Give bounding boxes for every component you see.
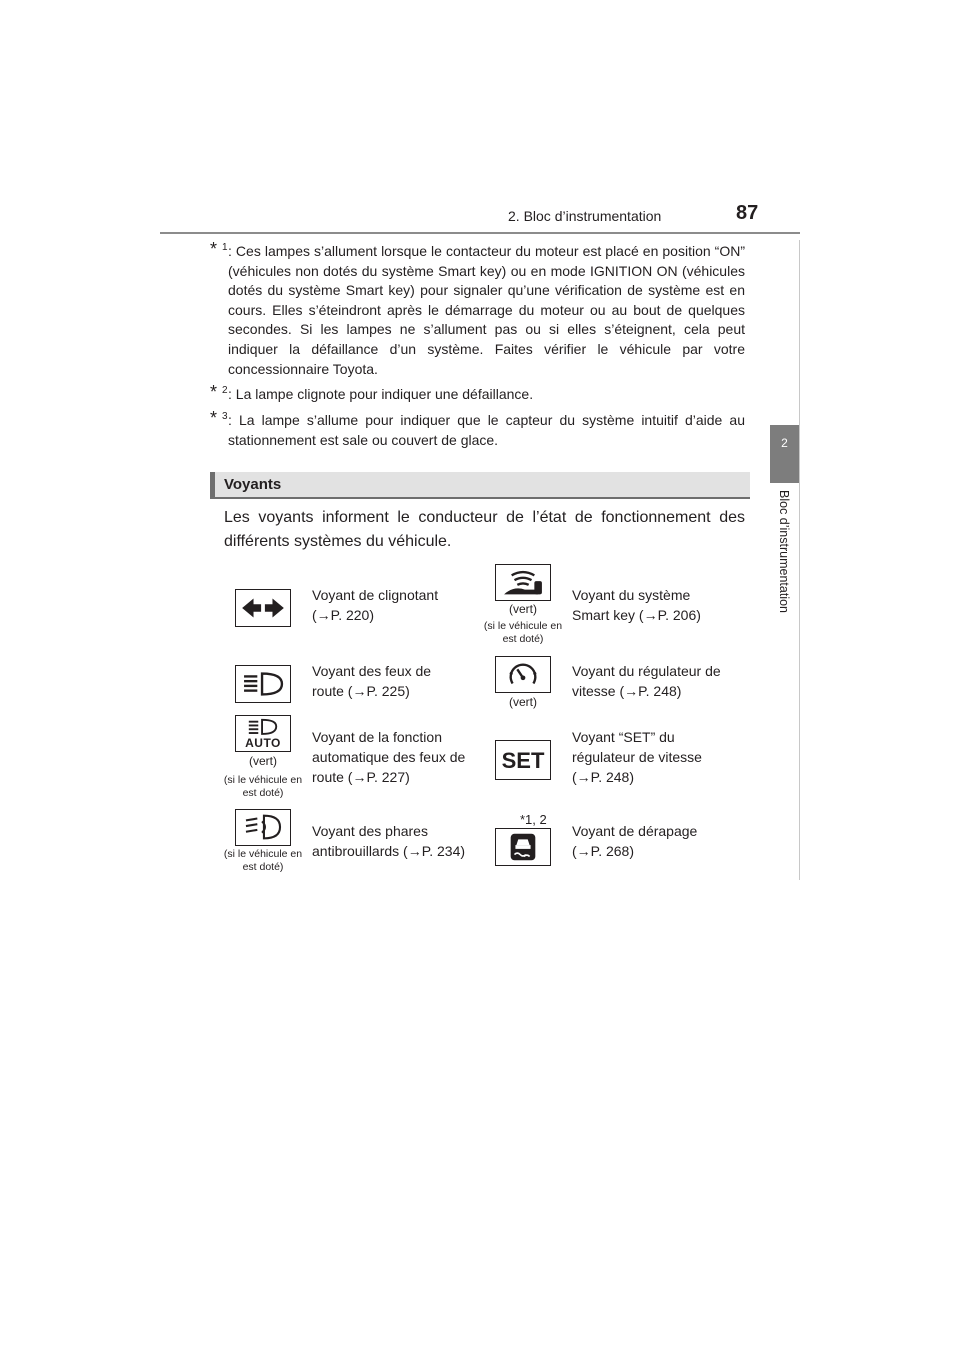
description-line: régulateur de vitesse bbox=[572, 749, 702, 765]
footnote-mark: * bbox=[210, 408, 218, 428]
indicator-availability-note: (si le véhicule en est doté) bbox=[223, 848, 303, 873]
indicator-description bbox=[312, 585, 438, 625]
footnote-number: 2 bbox=[222, 385, 228, 396]
description-line: automatique des feux de bbox=[312, 749, 466, 765]
description-line: Voyant “SET” du bbox=[572, 729, 675, 745]
description-line: antibrouillards (→P. 234) bbox=[312, 843, 466, 859]
footnote-mark: * bbox=[210, 239, 218, 259]
indicator-color-note: (vert) bbox=[509, 602, 537, 616]
slip-indicator-icon bbox=[495, 828, 551, 866]
indicator-description bbox=[572, 821, 697, 861]
description-line: Voyant du système bbox=[572, 587, 691, 603]
description-line: Voyant de la fonction bbox=[312, 729, 442, 745]
footnote-text: : Ces lampes s’allument lorsque le contacteur du moteur est placé en position “ON” (véhicules non dotés du système Smart key) ou en mode IGNITION ON (véhicules dotés du système Smart key) pour signaler qu’une vérification de système est en cours. Elles s’éteindront après le démarrage du moteur ou au bout de quelques secondes. Si les lampes ne s’allument pas ou si elles s’éteignent, cela peut indiquer la défaillance d’un système. Faites vérifier le véhicule par votre concessionnaire Toyota. bbox=[228, 243, 745, 377]
chapter-tab bbox=[770, 425, 799, 483]
chapter-tab-number: 2 bbox=[781, 436, 788, 450]
indicator-description bbox=[312, 727, 465, 787]
description-line: route (→P. 227) bbox=[312, 769, 410, 785]
chapter-tab-label bbox=[770, 490, 799, 640]
running-header-section: 2. Bloc d’instrumentation bbox=[508, 208, 662, 224]
cruise-control-icon bbox=[495, 656, 551, 693]
cruise-set-icon bbox=[495, 740, 551, 780]
description-line: vitesse (→P. 248) bbox=[572, 683, 682, 699]
indicator-color-note: (vert) bbox=[249, 754, 277, 768]
high-beam-icon bbox=[235, 665, 291, 703]
set-label: SET bbox=[501, 748, 545, 773]
section-title: Voyants bbox=[224, 476, 282, 493]
smart-key-icon bbox=[495, 564, 551, 601]
indicator-color-note: (vert) bbox=[509, 695, 537, 709]
indicator-description bbox=[572, 661, 721, 701]
description-line: (→P. 248) bbox=[572, 769, 634, 785]
section-intro: Les voyants informent le conducteur de l’état de fonctionnement des différents systèmes du véhicule. bbox=[224, 509, 745, 550]
footnote-text: : La lampe clignote pour indiquer une défaillance. bbox=[228, 386, 534, 402]
description-line: Voyant de dérapage bbox=[572, 823, 698, 839]
indicator-description bbox=[572, 585, 701, 625]
description-line: (→P. 220) bbox=[312, 607, 374, 623]
description-line: Voyant des feux de bbox=[312, 663, 432, 679]
section-header-bar bbox=[210, 472, 750, 498]
description-line: Voyant de clignotant bbox=[312, 587, 439, 603]
page-number: 87 bbox=[736, 202, 759, 224]
side-tab-rule bbox=[799, 240, 800, 880]
footnote-3 bbox=[210, 408, 745, 450]
footnote-1 bbox=[210, 239, 745, 379]
indicator-description bbox=[572, 727, 702, 787]
turn-signal-arrows-icon bbox=[235, 589, 291, 627]
auto-high-beam-icon bbox=[235, 715, 291, 752]
indicator-description bbox=[312, 661, 431, 701]
description-line: route (→P. 225) bbox=[312, 683, 410, 699]
auto-label: AUTO bbox=[245, 736, 281, 750]
description-line: (→P. 268) bbox=[572, 843, 634, 859]
indicator-availability-note: (si le véhicule en est doté) bbox=[223, 774, 303, 799]
footnote-number: 3 bbox=[222, 411, 228, 422]
footnote-2 bbox=[210, 382, 745, 405]
chapter-tab-label-text: Bloc d’instrumentation bbox=[776, 490, 791, 613]
description-line: Voyant du régulateur de bbox=[572, 663, 721, 679]
indicator-availability-note: (si le véhicule en est doté) bbox=[483, 620, 563, 645]
footnote-number: 1 bbox=[222, 242, 228, 253]
indicator-footnote-ref: *1, 2 bbox=[520, 812, 547, 827]
footnote-mark: * bbox=[210, 382, 218, 402]
footnote-text: : La lampe s’allume pour indiquer que le capteur du système intuitif d’aide au stationnement est sale ou couvert de glace. bbox=[228, 412, 745, 448]
header-rule bbox=[160, 232, 800, 234]
section-header-rule bbox=[210, 497, 750, 499]
description-line: Smart key (→P. 206) bbox=[572, 607, 701, 623]
front-fog-light-icon bbox=[235, 809, 291, 846]
indicator-description bbox=[312, 821, 465, 861]
description-line: Voyant des phares bbox=[312, 823, 428, 839]
